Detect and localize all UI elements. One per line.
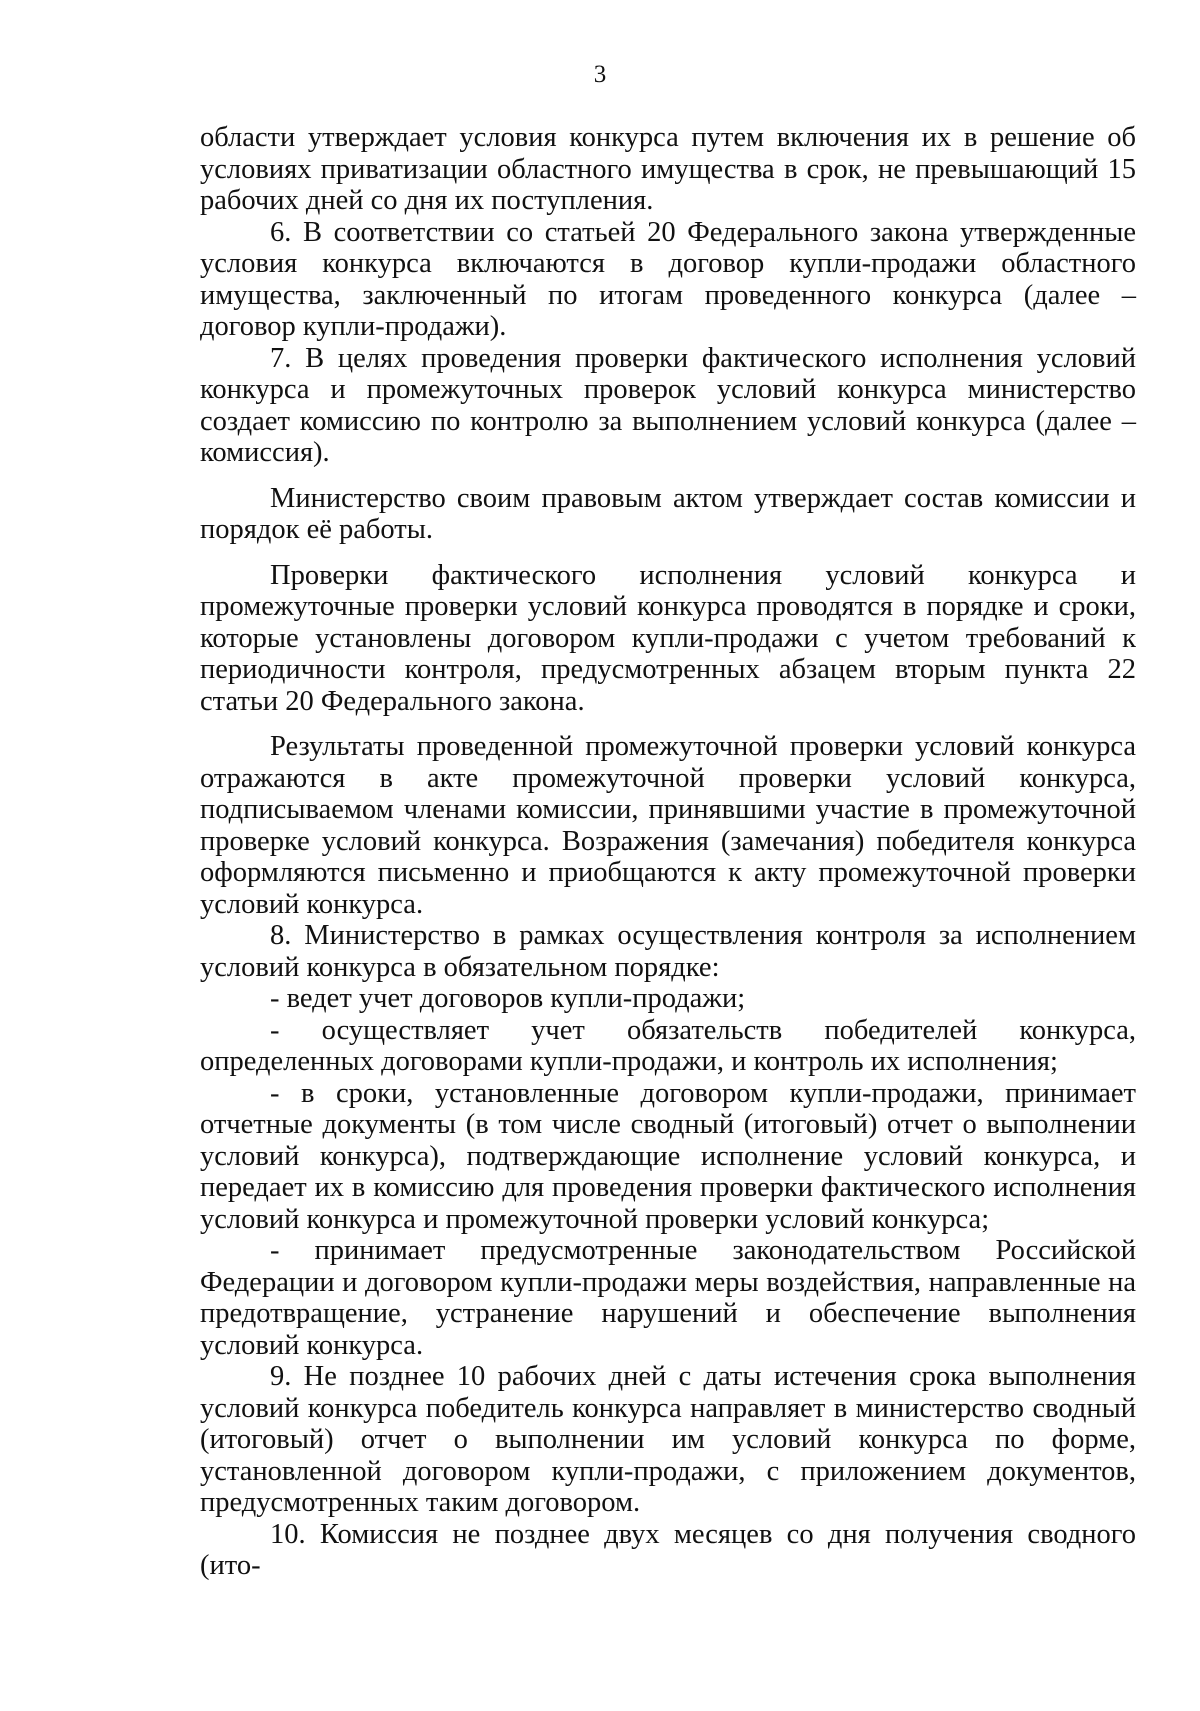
list-item-enforcement-measures: - принимает предусмотренные законодательством Российской Федерации и договором купли-продажи меры воздействия, направленные на предотвращение, устранение нарушений и обеспечение выполнения условий конкурса. bbox=[200, 1235, 1136, 1361]
paragraph-commission-composition: Министерство своим правовым актом утверждает состав комиссии и порядок её работы. bbox=[200, 482, 1136, 545]
paragraph-privatization-terms: области утверждает условия конкурса путем включения их в решение об условиях приватизации областного имущества в срок, не превышающий 15 рабочих дней со дня их поступления. bbox=[200, 122, 1136, 216]
list-item-contracts-register: - ведет учет договоров купли-продажи; bbox=[270, 983, 746, 1014]
paragraph-9-final-report: 9. Не позднее 10 рабочих дней с даты истечения срока выполнения условий конкурса победитель конкурса направляет в министерство сводный (итоговый) отчет о выполнении им условий конкурса по форме, установленной договором купли-продажи, с приложением документов, предусмотренных таким договором. bbox=[200, 1361, 1136, 1518]
paragraph-10-commission-review: 10. Комиссия не позднее двух месяцев со дня получения сводного (ито- bbox=[200, 1518, 1136, 1581]
paragraph-inspections-order: Проверки фактического исполнения условий конкурса и промежуточные проверки условий конкурса проводятся в порядке и сроки, которые установлены договором купли-продажи с учетом требований к периодичности контроля, предусмотренных абзацем вторым пункта 22 статьи 20 Федерального закона. bbox=[200, 559, 1136, 717]
list-item-reporting-documents: - в сроки, установленные договором купли-продажи, принимает отчетные документы (в том числе сводный (итоговый) отчет о выполнении условий конкурса), подтверждающие исполнение условий конкурса, и передает их в комиссию для проведения проверки фактического исполнения условий конкурса и промежуточной проверки условий конкурса; bbox=[200, 1077, 1136, 1235]
paragraph-7-commission: 7. В целях проведения проверки фактического исполнения условий конкурса и промежуточных проверок условий конкурса министерство создает комиссию по контролю за выполнением условий конкурса (далее – комиссия). bbox=[200, 342, 1136, 468]
list-item-obligations-control: - осуществляет учет обязательств победителей конкурса, определенных договорами купли-продажи, и контроль их исполнения; bbox=[200, 1014, 1136, 1077]
document-body bbox=[200, 122, 1136, 1582]
page-number: 3 bbox=[593, 61, 607, 88]
paragraph-8-ministry-control: 8. Министерство в рамках осуществления контроля за исполнением условий конкурса в обязательном порядке: bbox=[200, 920, 1136, 983]
paragraph-6-contract-inclusion: 6. В соответствии со статьей 20 Федерального закона утвержденные условия конкурса включаются в договор купли-продажи областного имущества, заключенный по итогам проведенного конкурса (далее – договор купли-продажи). bbox=[200, 216, 1136, 342]
paragraph-inspection-results: Результаты проведенной промежуточной проверки условий конкурса отражаются в акте промежуточной проверки условий конкурса, подписываемом членами комиссии, принявшими участие в промежуточной проверке условий конкурса. Возражения (замечания) победителя конкурса оформляются письменно и приобщаются к акту промежуточной проверки условий конкурса. bbox=[200, 731, 1136, 920]
